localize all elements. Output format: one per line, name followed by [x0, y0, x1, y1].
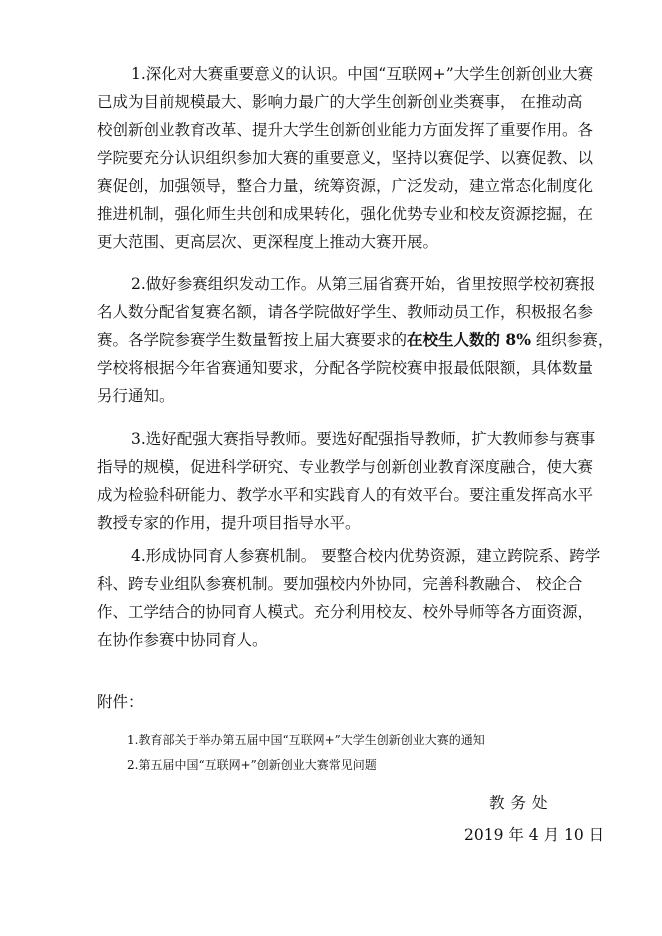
paragraph-line: 学校将根据今年省赛通知要求，分配各学院校赛申报最低限额，具体数量: [97, 359, 594, 377]
paragraph-line: 学院要充分认识组织参加大赛的重要意义，坚持以赛促学、以赛促教、以: [97, 149, 594, 167]
signature-date: 2019 年 4 月 10 日: [464, 826, 605, 844]
emphasis-text: 在校生人数的 8%: [407, 330, 531, 349]
paragraph-line: 2.做好参赛组织发动工作。从第三届省赛开始，省里按照学校初赛报: [131, 275, 596, 293]
signature-org: 教务处: [489, 794, 554, 812]
attachment-item: 2.第五届中国“互联网+”创新创业大赛常见问题: [127, 758, 377, 772]
paragraph-3: [97, 425, 596, 537]
paragraph-line: 成为检验科研能力、教学水平和实践育人的有效平台。要注重发挥高水平: [97, 486, 594, 504]
line-text: 组织参赛，: [530, 331, 614, 349]
paragraph-line: 名人数分配省复赛名额，请各学院做好学生、教师动员工作，积极报名参: [97, 303, 594, 321]
paragraph-line: 指导的规模，促进科学研究、专业教学与创新创业教育深度融合，使大赛: [97, 458, 594, 476]
paragraph-line: 校创新创业教育改革、提升大学生创新创业能力方面发挥了重要作用。各: [97, 121, 594, 139]
paragraph-line: 更大范围、更高层次、更深程度上推动大赛开展。: [97, 233, 439, 251]
paragraph-line: 赛促创，加强领导，整合力量，统筹资源，广泛发动，建立常态化制度化: [97, 177, 594, 195]
paragraph-line: 4.形成协同育人参赛机制。 要整合校内优势资源，建立跨院系、跨学: [131, 547, 601, 565]
paragraph-line-with-emphasis: [97, 326, 614, 354]
paragraph-line: 教授专家的作用，提升项目指导水平。: [97, 514, 361, 532]
paragraph-line: 3.选好配强大赛指导教师。要选好配强指导教师，扩大教师参与赛事: [131, 430, 596, 448]
paragraph-2: [97, 270, 614, 410]
paragraph-line: 1.深化对大赛重要意义的认识。中国“互联网+”大学生创新创业大赛: [131, 65, 594, 83]
paragraph-line: 推进机制，强化师生共创和成果转化，强化优势专业和校友资源挖掘，在: [97, 205, 594, 223]
line-text: 赛。各学院参赛学生数量暂按上届大赛要求的: [97, 331, 408, 349]
paragraph-1: [97, 60, 594, 256]
paragraph-line: 在协作参赛中协同育人。: [97, 631, 268, 649]
paragraph-line: 另行通知。: [97, 387, 175, 405]
attachments-heading: 附件：: [97, 693, 144, 711]
paragraph-4: [97, 542, 601, 654]
paragraph-line: 科、跨专业组队参赛机制。要加强校内外协同，完善科教融合、 校企合: [97, 575, 583, 593]
paragraph-line: 已成为目前规模最大、影响力最广的大学生创新创业类赛事， 在推动高: [97, 93, 583, 111]
attachment-item: 1.教育部关于举办第五届中国“互联网+”大学生创新创业大赛的通知: [127, 733, 485, 747]
paragraph-line: 作、工学结合的协同育人模式。充分利用校友、校外导师等各方面资源，: [97, 603, 594, 621]
